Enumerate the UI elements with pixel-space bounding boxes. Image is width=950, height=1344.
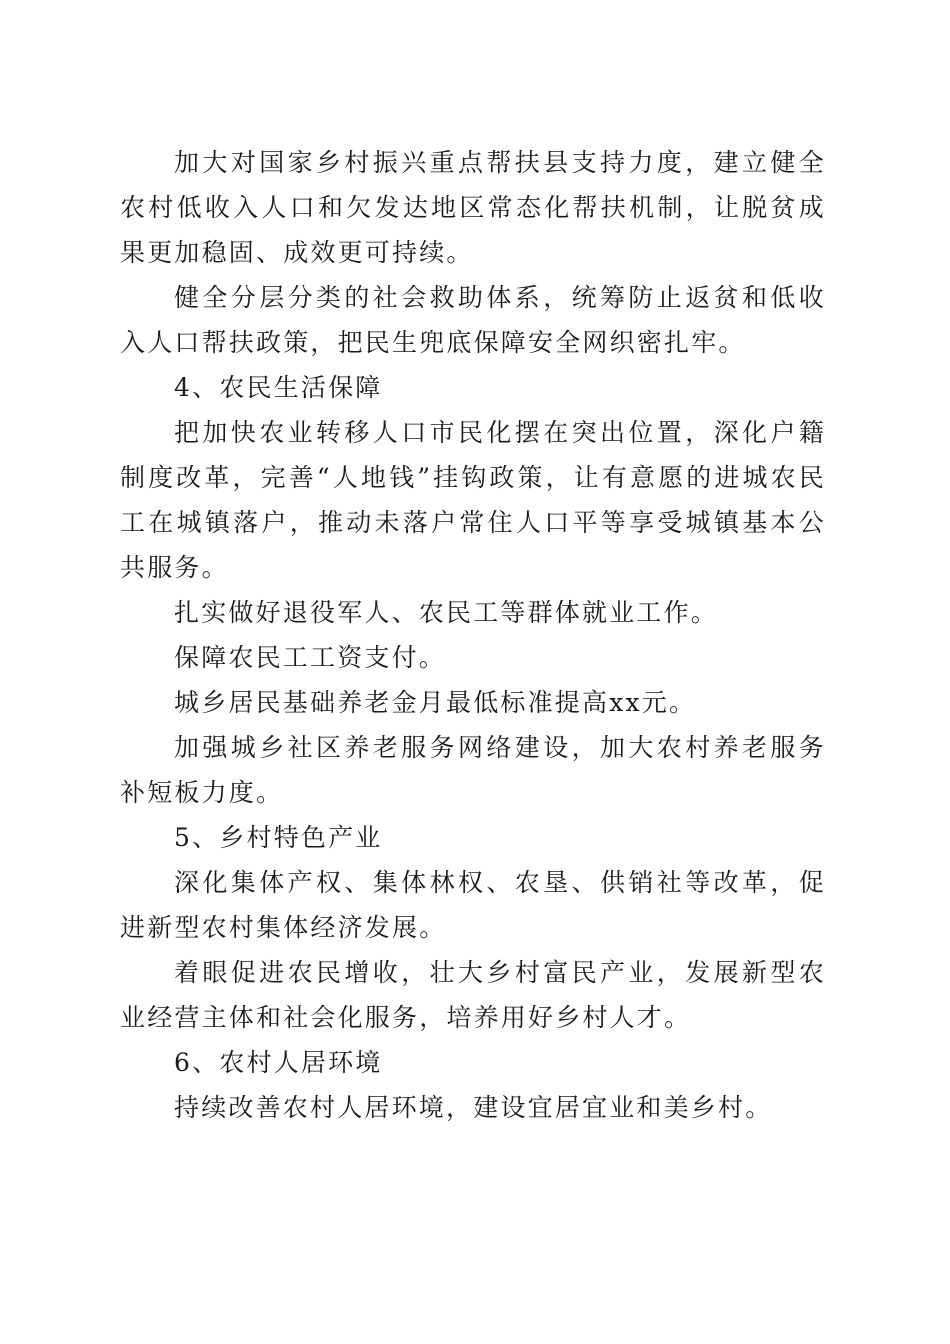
- paragraph-income-growth: 着眼促进农民增收，壮大乡村富民产业，发展新型农业经营主体和社会化服务，培养用好乡村人才。: [120, 958, 826, 1032]
- paragraph-environment: 持续改善农村人居环境，建设宜居宜业和美乡村。: [174, 1093, 773, 1122]
- paragraph-employment: 扎实做好退役军人、农民工等群体就业工作。: [174, 598, 719, 627]
- paragraph-urbanization: 把加快农业转移人口市民化摆在突出位置，深化户籍制度改革，完善“人地钱”挂钩政策，让有意愿的进城农民工在城镇落户，推动未落户常住人口平等享受城镇基本公共服务。: [120, 418, 826, 582]
- section-heading-rural-industry: 5、乡村特色产业: [174, 823, 383, 852]
- paragraph-elderly-care: 加强城乡社区养老服务网络建设，加大农村养老服务补短板力度。: [120, 733, 826, 807]
- paragraph-social-assistance: 健全分层分类的社会救助体系，统筹防止返贫和低收入人口帮扶政策，把民生兜底保障安全网织密扎牢。: [120, 283, 826, 357]
- document-body: [120, 140, 826, 1130]
- section-heading-farmer-livelihood: 4、农民生活保障: [174, 373, 383, 402]
- paragraph-pension: 城乡居民基础养老金月最低标准提高xx元。: [174, 688, 697, 717]
- section-heading-living-environment: 6、农村人居环境: [174, 1048, 383, 1077]
- paragraph-county-support: 加大对国家乡村振兴重点帮扶县支持力度，建立健全农村低收入人口和欠发达地区常态化帮扶机制，让脱贫成果更加稳固、成效更可持续。: [120, 148, 826, 267]
- paragraph-collective-reform: 深化集体产权、集体林权、农垦、供销社等改革，促进新型农村集体经济发展。: [120, 868, 826, 942]
- paragraph-wage-payment: 保障农民工工资支付。: [174, 643, 447, 672]
